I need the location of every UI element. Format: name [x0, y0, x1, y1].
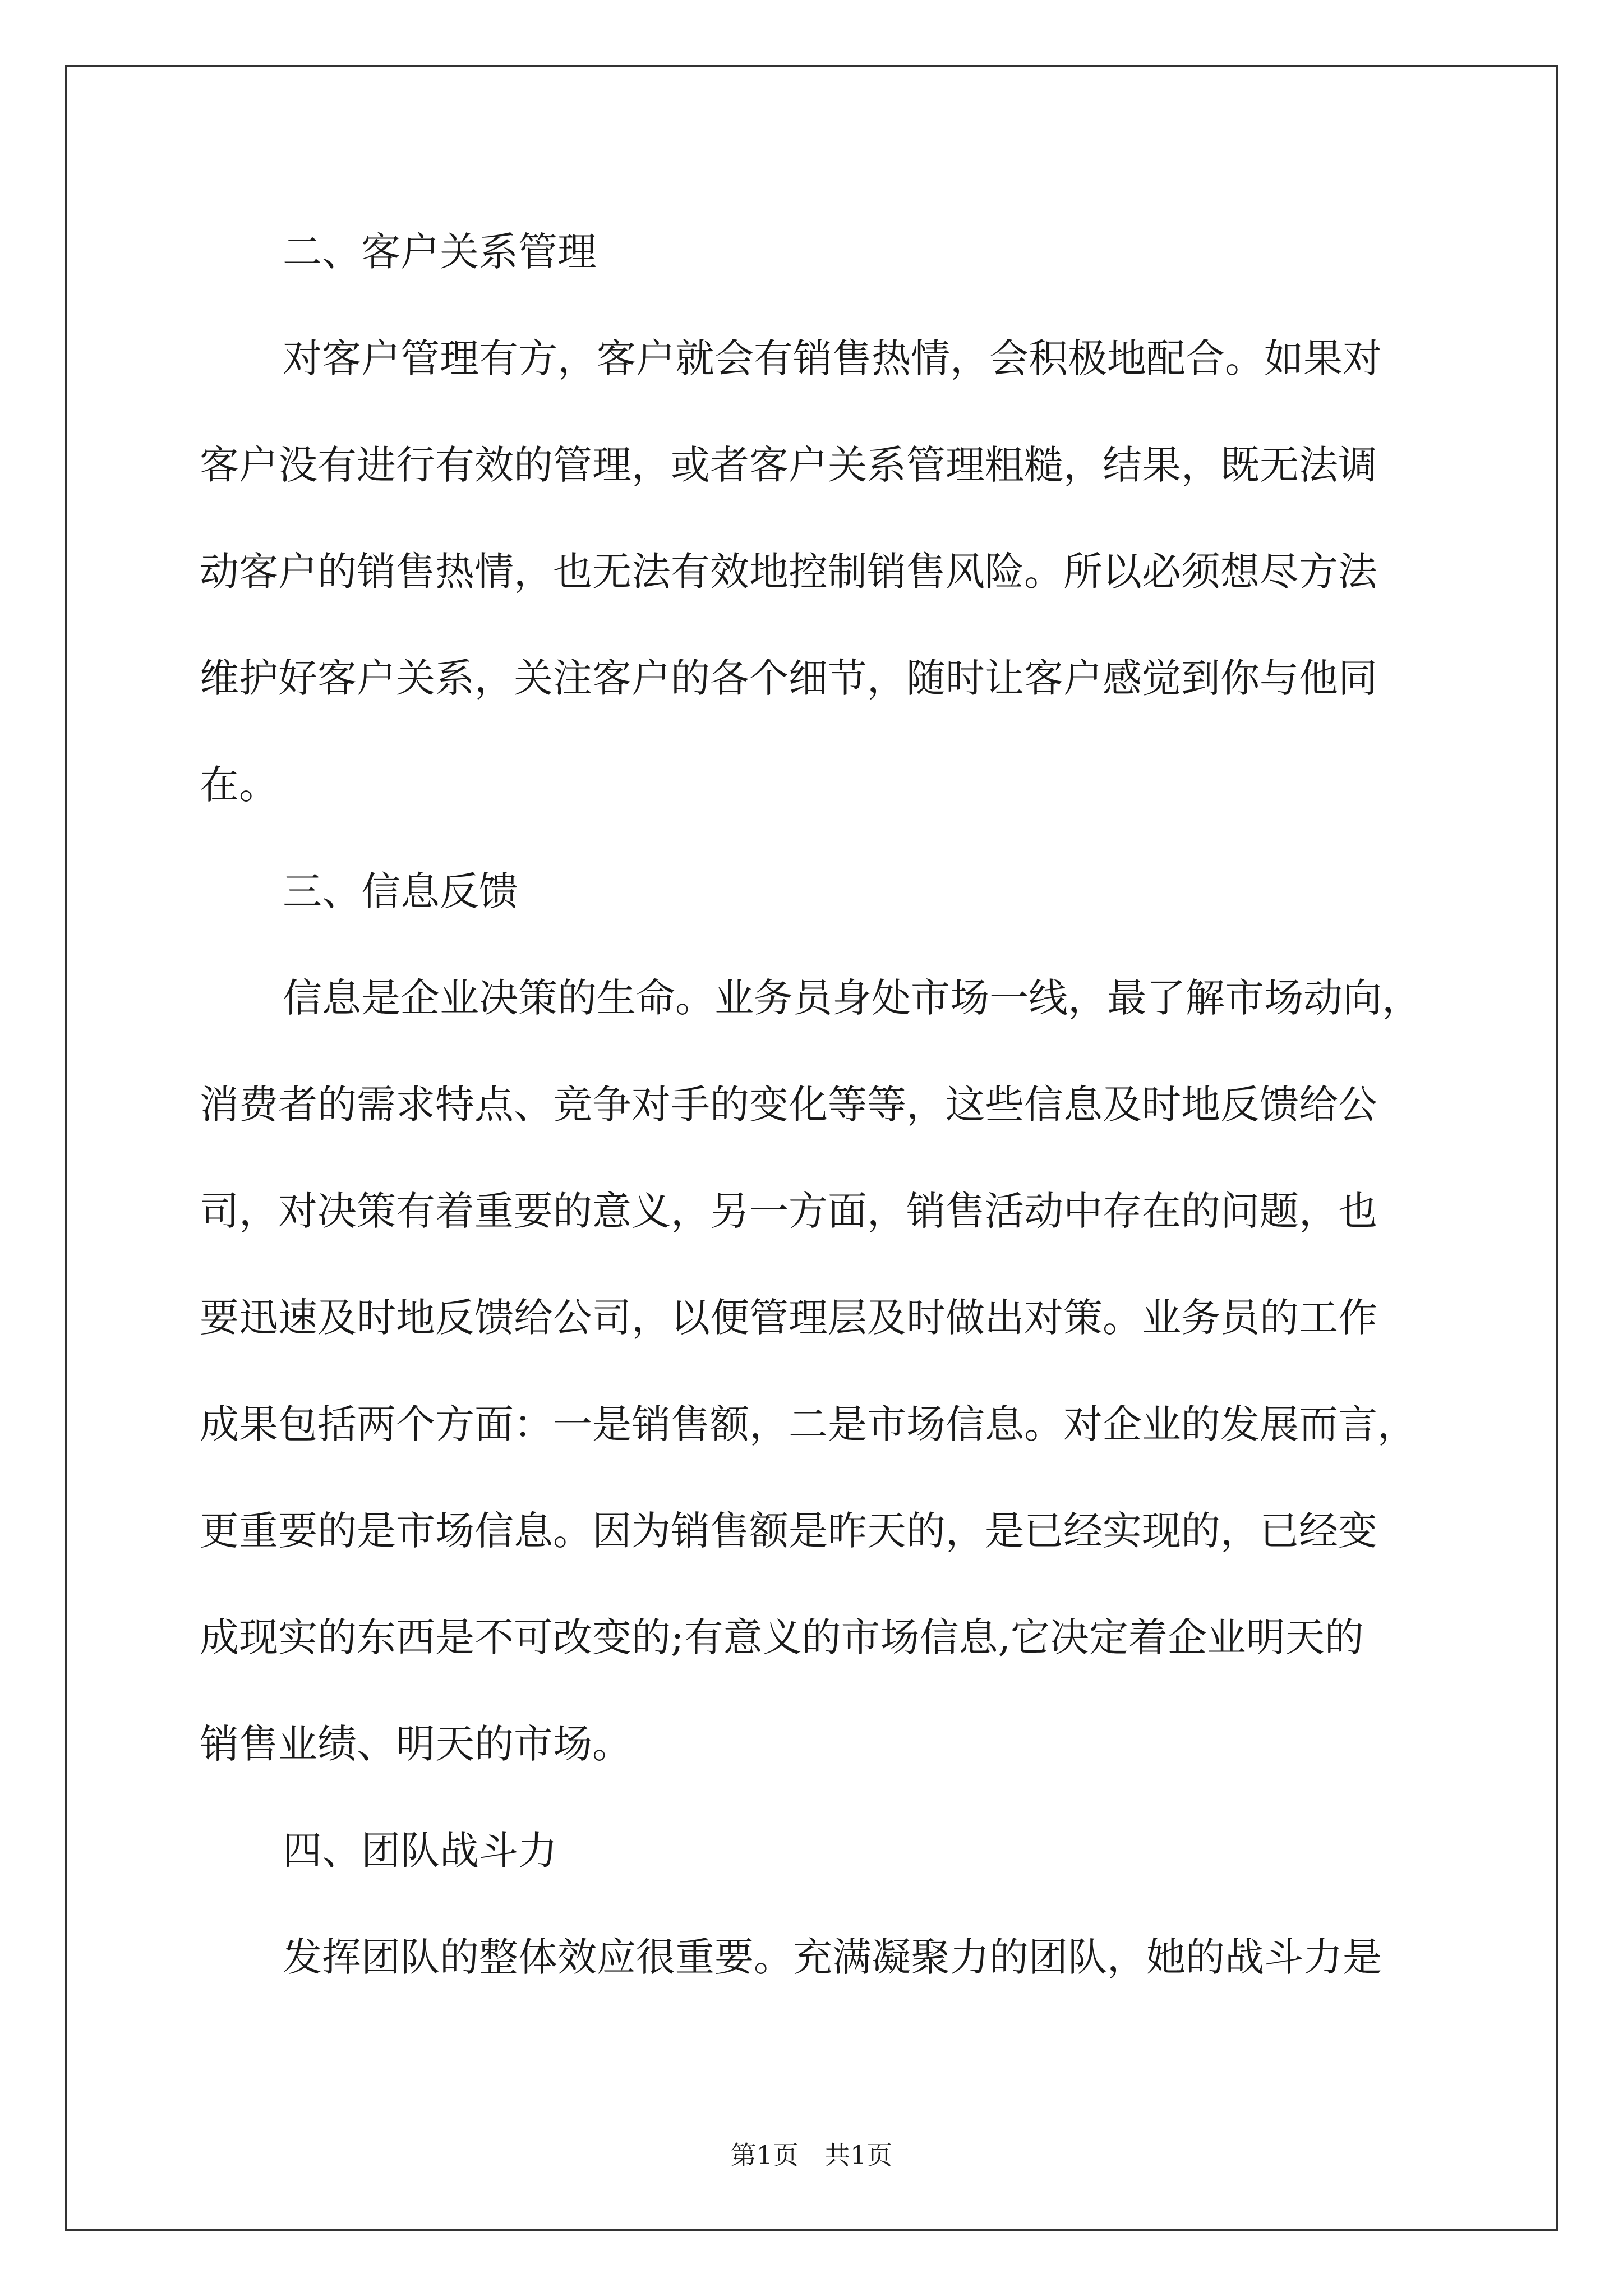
section-heading-info-feedback: 三、信息反馈 — [283, 868, 518, 914]
paragraph-line: 消费者的需求特点、竞争对手的变化等等，这些信息及时地反馈给公 — [200, 1082, 1377, 1128]
page-border — [65, 65, 1558, 2231]
paragraph-line: 维护好客户关系，关注客户的各个细节，随时让客户感觉到你与他同 — [200, 655, 1377, 701]
paragraph-line: 成现实的东西是不可改变的;有意义的市场信息,它决定着企业明天的 — [200, 1614, 1364, 1660]
paragraph-line: 客户没有进行有效的管理，或者客户关系管理粗糙，结果，既无法调 — [200, 442, 1377, 488]
paragraph-line: 对客户管理有方，客户就会有销售热情，会积极地配合。如果对 — [283, 335, 1382, 381]
paragraph-line: 发挥团队的整体效应很重要。充满凝聚力的团队，她的战斗力是 — [283, 1934, 1382, 1980]
paragraph-line: 成果包括两个方面：一是销售额，二是市场信息。对企业的发展而言， — [200, 1401, 1417, 1447]
paragraph-line: 更重要的是市场信息。因为销售额是昨天的，是已经实现的，已经变 — [200, 1508, 1377, 1554]
paragraph-line: 司，对决策有着重要的意义，另一方面，销售活动中存在的问题，也 — [200, 1188, 1377, 1234]
paragraph-line: 销售业绩、明天的市场。 — [200, 1721, 631, 1767]
paragraph-line: 要迅速及时地反馈给公司，以便管理层及时做出对策。业务员的工作 — [200, 1295, 1377, 1341]
page-footer: 第1页 共1页 — [730, 2140, 893, 2170]
paragraph-line: 动客户的销售热情，也无法有效地控制销售风险。所以必须想尽方法 — [200, 549, 1377, 595]
section-heading-customer-relations: 二、客户关系管理 — [283, 229, 597, 275]
section-heading-team-strength: 四、团队战斗力 — [283, 1828, 557, 1874]
paragraph-line: 在。 — [200, 762, 278, 808]
paragraph-line: 信息是企业决策的生命。业务员身处市场一线，最了解市场动向， — [283, 975, 1421, 1021]
